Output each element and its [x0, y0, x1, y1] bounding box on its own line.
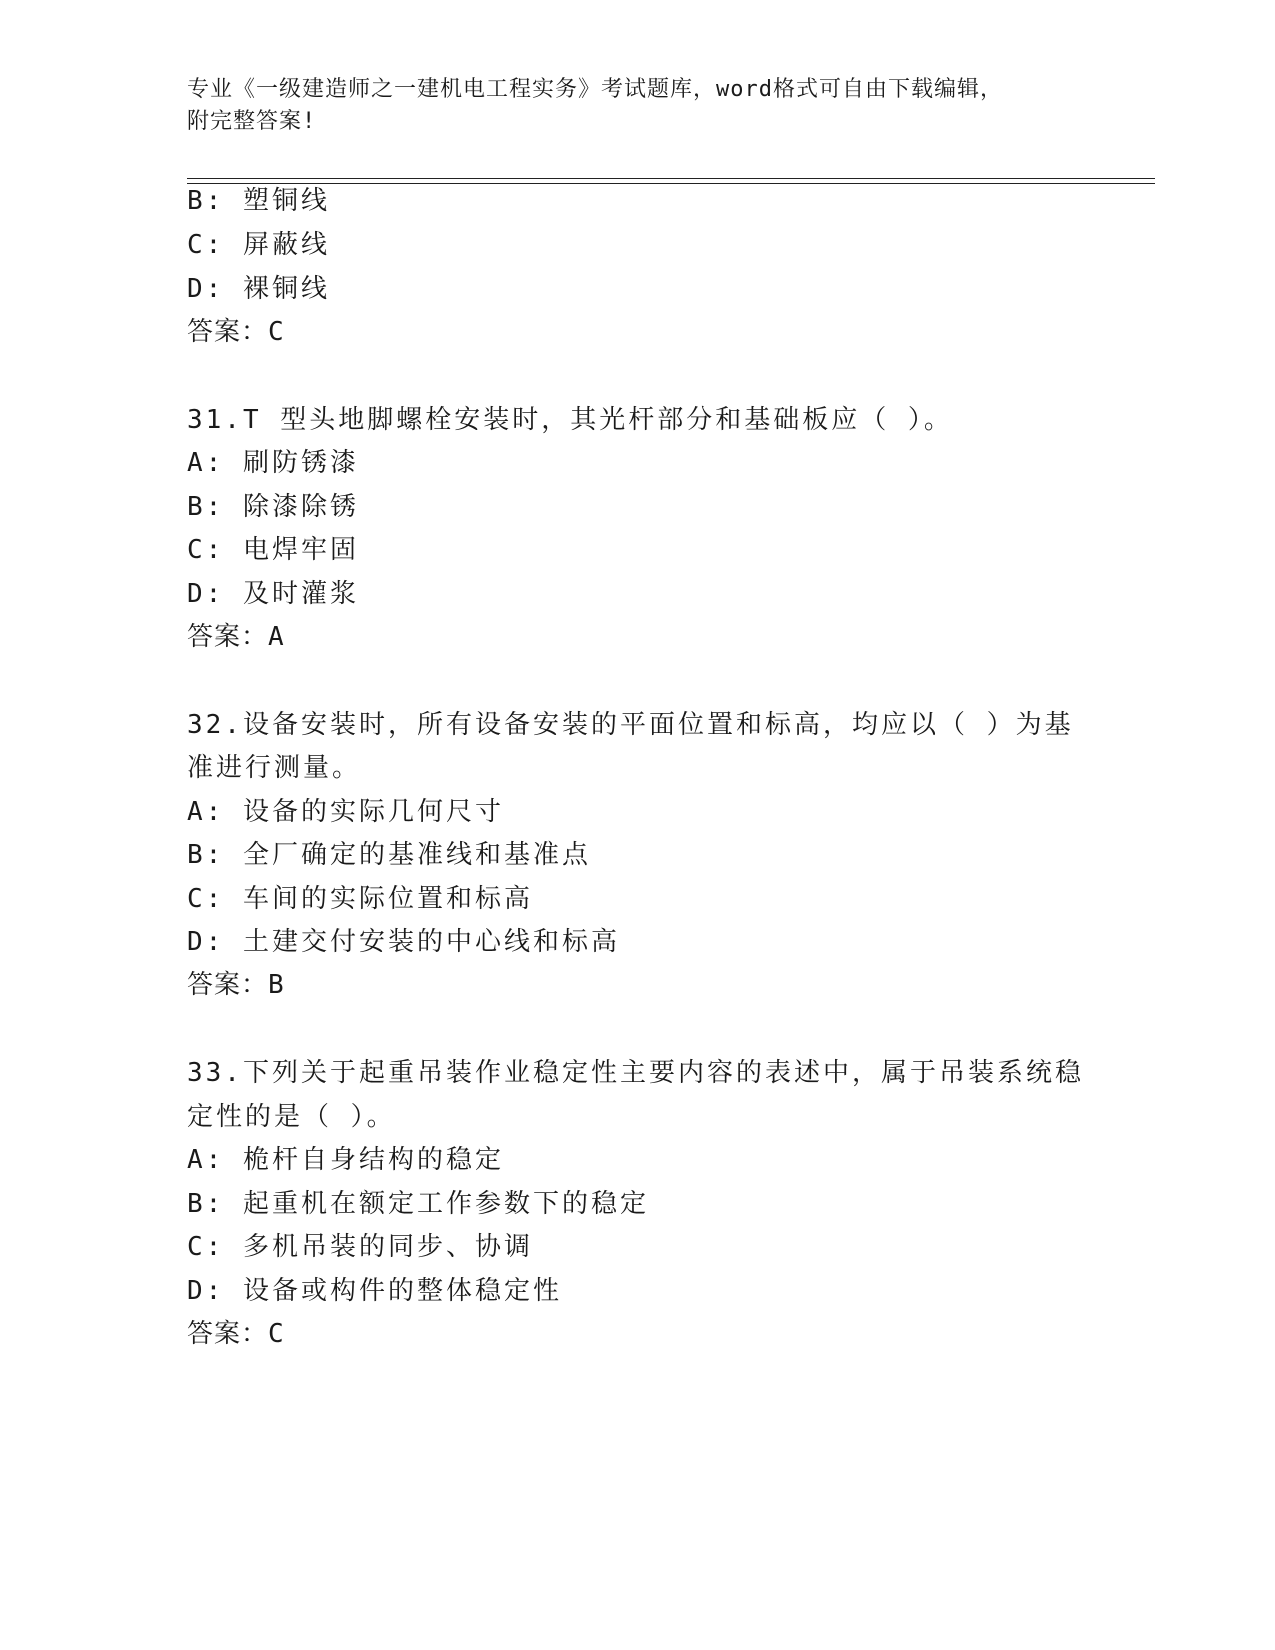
- header-line-2: 附完整答案!: [187, 109, 317, 134]
- option-a: A: 刷防锈漆: [187, 448, 359, 478]
- answer-label: 答案：: [187, 1319, 269, 1349]
- header-divider-top: [187, 178, 1155, 179]
- option-d: D: 设备或构件的整体稳定性: [187, 1276, 562, 1306]
- answer-label: 答案：: [187, 317, 269, 347]
- option-a: A: 设备的实际几何尺寸: [187, 797, 504, 827]
- answer-value: A: [268, 622, 285, 652]
- answer-value: C: [268, 317, 285, 347]
- answer-value: B: [268, 970, 285, 1000]
- option-b: B: 塑铜线: [187, 186, 330, 216]
- option-c: C: 电焊牢固: [187, 535, 359, 565]
- question-stem: 33.下列关于起重吊装作业稳定性主要内容的表述中，属于吊装系统稳: [187, 1058, 1084, 1088]
- option-c: C: 多机吊装的同步、协调: [187, 1232, 533, 1262]
- option-c: C: 屏蔽线: [187, 230, 330, 260]
- answer-line: [187, 962, 285, 1008]
- answer-label: 答案：: [187, 970, 269, 1000]
- option-d: D: 及时灌浆: [187, 579, 359, 609]
- answer-label: 答案：: [187, 622, 269, 652]
- option-d: D: 裸铜线: [187, 274, 330, 304]
- answer-value: C: [268, 1319, 285, 1349]
- document-header: [187, 74, 1087, 138]
- option-b: B: 除漆除锈: [187, 492, 359, 522]
- header-divider-bottom: [187, 183, 1155, 184]
- header-line-1: 专业《一级建造师之一建机电工程实务》考试题库，word格式可自由下载编辑，: [187, 77, 1003, 102]
- option-c: C: 车间的实际位置和标高: [187, 884, 533, 914]
- answer-line: [187, 614, 285, 660]
- question-stem: 31.T 型头地脚螺栓安装时，其光杆部分和基础板应（ ）。: [187, 405, 953, 435]
- option-b: B: 起重机在额定工作参数下的稳定: [187, 1189, 649, 1219]
- question-stem: 32.设备安装时，所有设备安装的平面位置和标高，均应以（ ）为基: [187, 710, 1074, 740]
- answer-line: [187, 309, 285, 355]
- answer-line: [187, 1311, 285, 1357]
- question-stem-continued: 准进行测量。: [187, 753, 362, 783]
- option-b: B: 全厂确定的基准线和基准点: [187, 840, 591, 870]
- option-a: A: 桅杆自身结构的稳定: [187, 1145, 504, 1175]
- option-d: D: 土建交付安装的中心线和标高: [187, 927, 620, 957]
- question-stem-continued: 定性的是（ ）。: [187, 1102, 396, 1132]
